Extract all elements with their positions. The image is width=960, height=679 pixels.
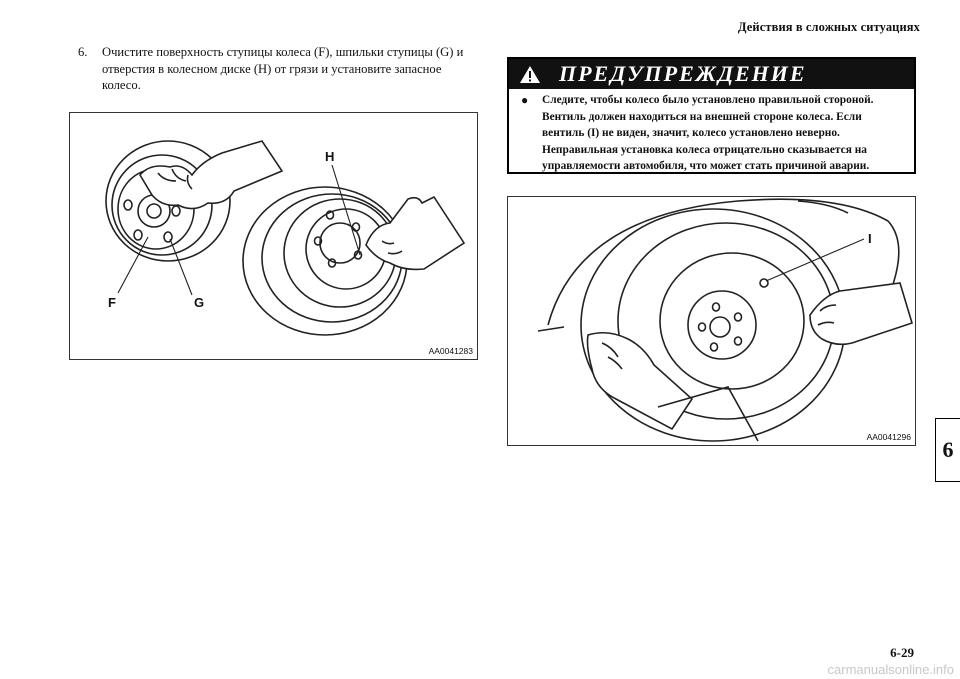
bullet-icon: ●	[521, 93, 529, 107]
label-i: I	[868, 231, 872, 246]
figure-wheel-mounting	[507, 196, 916, 446]
hub-cleaning-illustration	[70, 113, 477, 359]
warning-triangle-icon	[519, 65, 541, 84]
instruction-step	[78, 44, 473, 94]
figure-code: AA0041296	[866, 432, 911, 442]
step-number: 6.	[78, 45, 88, 59]
step-text: Очистите поверхность ступицы колеса (F), шпильки ступицы (G) и отверстия в колесном диске (H) от грязи и установите запасное колесо.	[102, 45, 464, 92]
figure-hub-cleaning	[69, 112, 478, 360]
label-g: G	[194, 295, 205, 310]
label-h: H	[325, 149, 335, 164]
warning-body	[509, 89, 914, 175]
wheel-mounting-illustration	[508, 197, 915, 445]
warning-text: Следите, чтобы колесо было установлено правильной стороной. Вентиль должен находиться на внешней стороне колеса. Если вентиль (I) не виден, значит, колесо установлено неверно. Неправильная установка колеса отрицательно сказывается на управляемости автомобиля, что может стать причиной аварии.	[542, 94, 874, 173]
warning-header	[509, 59, 914, 89]
warning-box	[507, 57, 916, 174]
section-tab: 6	[935, 418, 960, 482]
warning-title: ПРЕДУПРЕЖДЕНИЕ	[559, 61, 807, 86]
page-number: 6-29	[890, 645, 914, 660]
running-header: Действия в сложных ситуациях	[737, 20, 920, 34]
label-f: F	[108, 295, 116, 310]
figure-code: AA0041283	[428, 346, 473, 356]
watermark: carmanualsonline.info	[827, 662, 954, 677]
